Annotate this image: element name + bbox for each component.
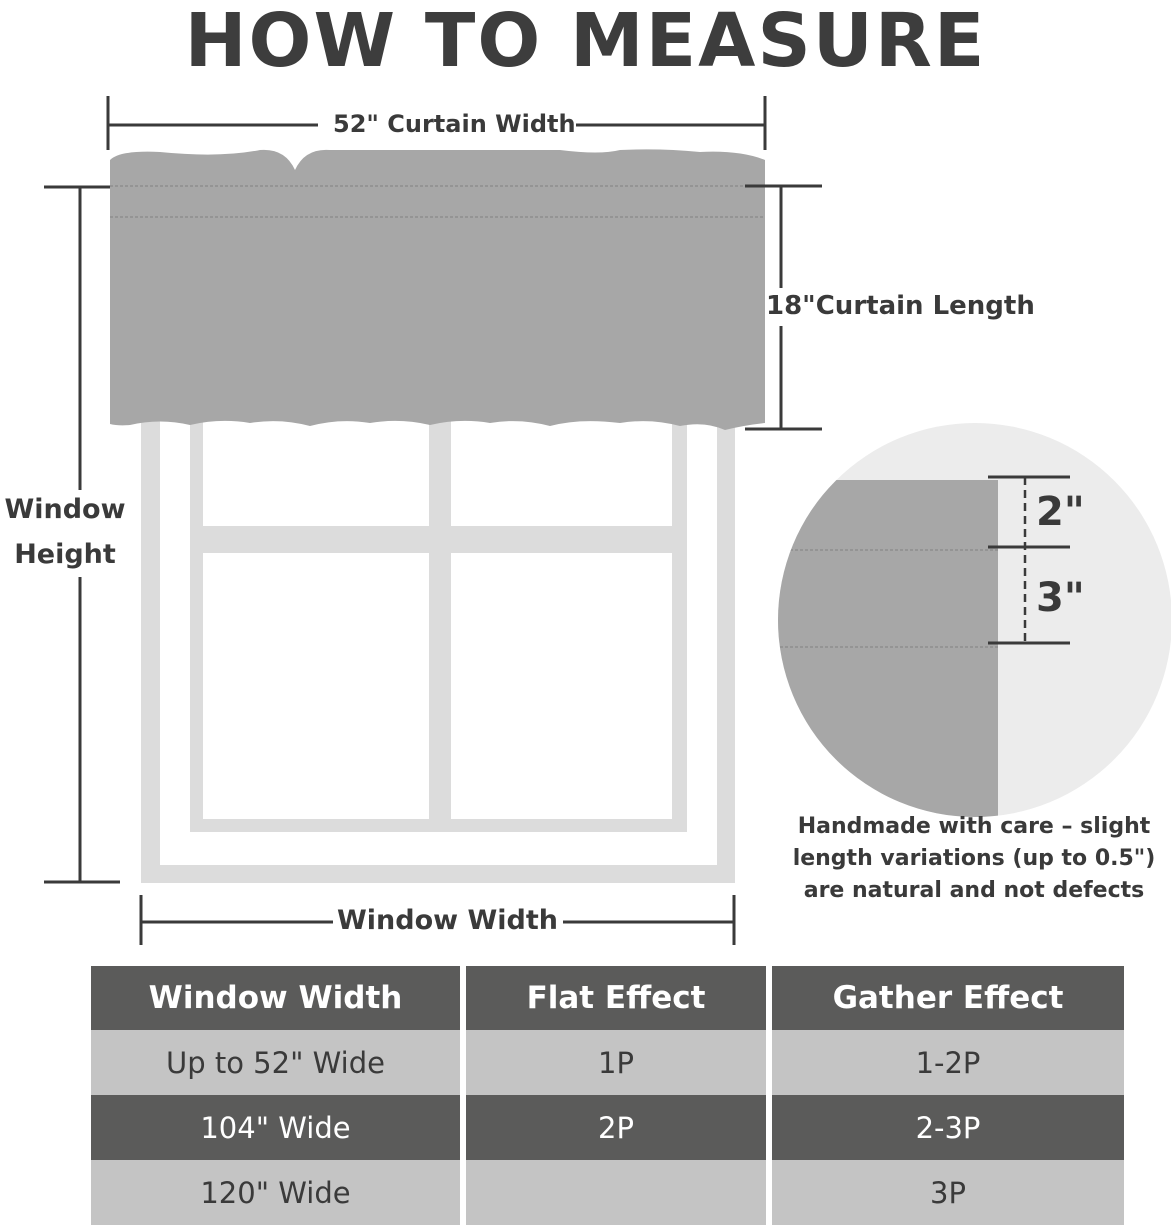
table-cell: 120" Wide: [91, 1160, 463, 1225]
column-header: Flat Effect: [463, 966, 769, 1030]
window-height-label-line1: Window: [4, 494, 126, 525]
table-cell: 3P: [769, 1160, 1124, 1225]
page-title: HOW TO MEASURE: [184, 0, 987, 84]
table-row: [91, 1160, 1124, 1225]
detail-bottom-label: 3": [1036, 575, 1085, 621]
window-height-label-line2: Height: [14, 539, 116, 570]
curtain-width-label: 52" Curtain Width: [333, 110, 576, 138]
note-line: are natural and not defects: [803, 878, 1145, 903]
panel-quantity-table: [91, 966, 1124, 1225]
detail-magnifier: [770, 420, 1171, 840]
detail-top-label: 2": [1036, 489, 1085, 535]
table-header-row: [91, 966, 1124, 1030]
table-cell: 1P: [463, 1030, 769, 1095]
table-row: [91, 1030, 1124, 1095]
window-illustration: [141, 405, 735, 883]
table-cell: 2P: [463, 1095, 769, 1160]
note-line: Handmade with care – slight: [797, 814, 1151, 839]
handmade-note: [766, 811, 1171, 907]
table-cell: Up to 52" Wide: [91, 1030, 463, 1095]
window-width-label: Window Width: [337, 905, 558, 936]
curtain-length-label: 18"Curtain Length: [766, 291, 1035, 321]
table-cell: [463, 1160, 769, 1225]
valance-curtain: [110, 149, 765, 430]
table-cell: 104" Wide: [91, 1095, 463, 1160]
table-cell: 1-2P: [769, 1030, 1124, 1095]
table-cell: 2-3P: [769, 1095, 1124, 1160]
note-line: length variations (up to 0.5"): [792, 846, 1156, 871]
table-row: [91, 1095, 1124, 1160]
window-height-dimension: [44, 187, 120, 882]
column-header: Gather Effect: [769, 966, 1124, 1030]
column-header: Window Width: [91, 966, 463, 1030]
